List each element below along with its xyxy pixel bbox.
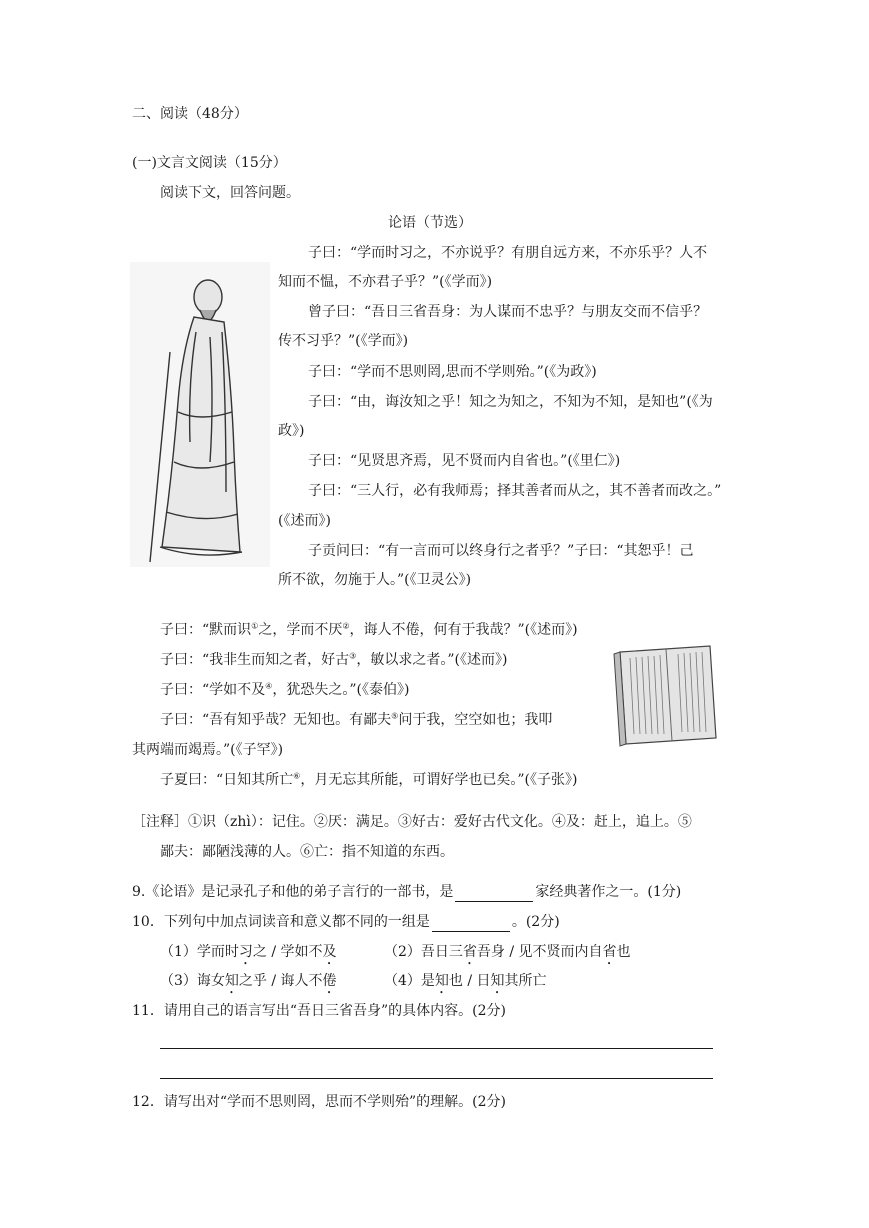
passage-line: 子曰：“学而不思则罔,思而不学则殆。”(《为政》) [308, 364, 597, 380]
passage-title: 论语（节选） [388, 215, 472, 231]
question-10-option-3: （3）诲女知之乎 / 诲人不倦 [160, 973, 337, 989]
passage2-line: 子夏曰：“日知其所亡⑥，月无忘其所能，可谓好学也已矣。”(《子张》) [160, 771, 578, 788]
question-12: 12．请写出对“学而不思则罔，思而不学则殆”的理解。(2分) [132, 1094, 506, 1110]
answer-blank-9[interactable] [455, 887, 533, 902]
answer-line-11b[interactable] [160, 1078, 713, 1079]
passage-line: 子曰：“见贤思齐焉，见不贤而内自省也。”(《里仁》) [308, 453, 621, 469]
answer-blank-10[interactable] [432, 917, 510, 932]
passage2-line: 子曰：“我非生而知之者，好古③，敏以求之者。”(《述而》) [160, 651, 508, 668]
question-9: 9.《论语》是记录孔子和他的弟子言行的一部书，是 家经典著作之一。(1分) [132, 884, 682, 900]
passage2-line: 子曰：“学如不及④，犹恐失之。”(《泰伯》) [160, 681, 410, 698]
passage-line: 知而不愠，不亦君子乎？”(《学而》) [278, 274, 493, 290]
passage-line: 政》) [278, 423, 305, 439]
subsection-title: (一)文言文阅读（15分） [132, 155, 287, 171]
confucius-portrait-image [130, 262, 270, 567]
answer-line-11a[interactable] [160, 1048, 713, 1049]
section-title: 二、阅读（48分） [132, 106, 248, 122]
passage2-line: 其两端而竭焉。”(《子罕》) [132, 742, 284, 758]
passage2-line: 子曰：“默而识①之，学而不厌②，诲人不倦，何有于我哉？”(《述而》) [160, 621, 578, 638]
question-11: 11．请用自己的语言写出“吾日三省吾身”的具体内容。(2分) [132, 1003, 506, 1019]
passage-line: 子贡问曰：“有一言而可以终身行之者乎？”子曰：“其恕乎！己 [308, 543, 694, 559]
passage-line: 子曰：“三人行，必有我师焉；择其善者而从之，其不善者而改之。” [308, 483, 722, 499]
instruction: 阅读下文，回答问题。 [160, 185, 300, 201]
question-10: 10．下列句中加点词读音和意义都不同的一组是 。(2分) [132, 914, 560, 930]
passage-line: 传不习乎？”(《学而》) [278, 333, 409, 349]
question-10-option-1: （1）学而时习之 / 学如不及 [160, 944, 337, 960]
passage-line: (《述而》) [278, 513, 331, 529]
passage-line: 所不欲，勿施于人。”(《卫灵公》) [278, 572, 472, 588]
ancient-book-image [606, 642, 720, 750]
passage-line: 子曰：“由，诲汝知之乎！知之为知之，不知为不知，是知也”(《为 [308, 394, 713, 410]
passage2-line: 子曰：“吾有知乎哉？无知也。有鄙夫⑤问于我，空空如也；我叩 [160, 711, 553, 728]
notes-line: 鄙夫：鄙陋浅薄的人。⑥亡：指不知道的东西。 [160, 844, 454, 860]
passage-line: 子曰：“学而时习之，不亦说乎？有朋自远方来，不亦乐乎？人不 [308, 245, 708, 261]
question-10-option-4: （4）是知也 / 日知其所亡 [384, 973, 547, 989]
question-10-option-2: （2）吾日三省吾身 / 见不贤而内自省也 [384, 944, 631, 960]
passage-line: 曾子曰：“吾日三省吾身：为人谋而不忠乎？与朋友交而不信乎？ [308, 304, 708, 320]
notes-line: ［注释］①识（zhì）：记住。②厌：满足。③好古：爱好古代文化。④及：赶上，追上。⑤ [132, 814, 692, 830]
